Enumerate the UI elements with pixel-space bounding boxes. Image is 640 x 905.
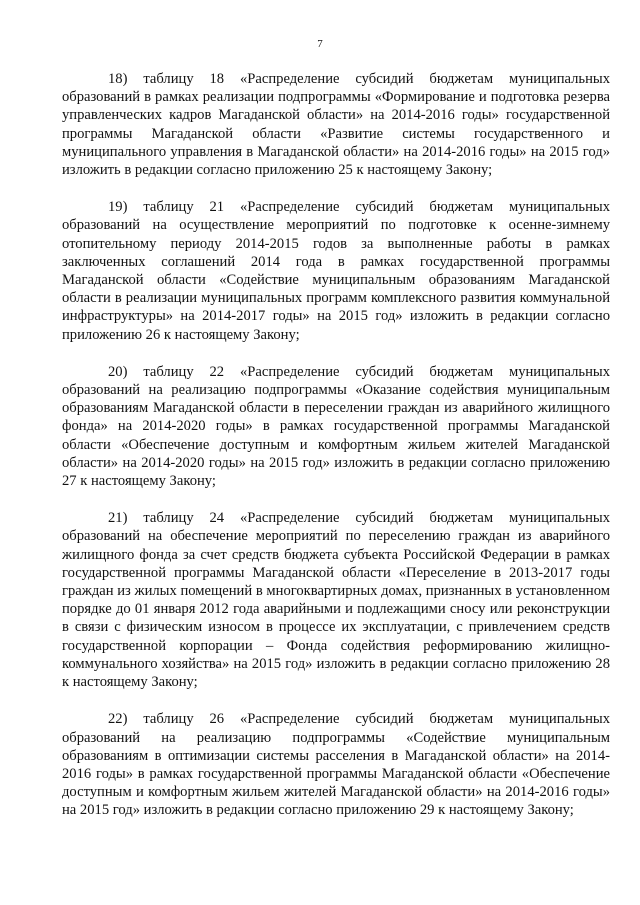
document-body bbox=[62, 70, 610, 839]
paragraph-item-22: 22) таблицу 26 «Распределение субсидий бюджетам муниципальных образований на реализацию подпрограммы «Содействие муниципальным образованиям в оптимизации системы расселения в Магаданской области» на 2014-2016 годы» в рамках государственной программы Магаданской области «Обеспечение доступным и комфортным жильем жителей Магаданской области» на 2014-2016 годы» на 2015 год» изложить в редакции согласно приложению 29 к настоящему Закону; bbox=[62, 711, 610, 819]
paragraph-item-20: 20) таблицу 22 «Распределение субсидий бюджетам муниципальных образований на реализацию подпрограммы «Оказание содействия муниципальным образованиям Магаданской области в переселении граждан из аварийного жилищного фонда» на 2014-2020 годы» в рамках государственной программы Магаданской области «Обеспечение доступным и комфортным жильем жителей Магаданской области» на 2014-2020 годы» на 2015 год» изложить в редакции согласно приложению 27 к настоящему Закону; bbox=[62, 363, 610, 490]
paragraph-item-19: 19) таблицу 21 «Распределение субсидий бюджетам муниципальных образований на осуществление мероприятий по подготовке к осенне-зимнему отопительному периоду 2014-2015 годов за выполненные работы в рамках заключенных соглашений 2014 года в рамках государственной программы Магаданской области «Содействие муниципальным образованиям Магаданской области в реализации муниципальных программ комплексного развития коммунальной инфраструктуры» на 2014-2017 годы» на 2015 год» изложить в редакции согласно приложению 26 к настоящему Закону; bbox=[62, 199, 610, 343]
paragraph-item-18: 18) таблицу 18 «Распределение субсидий бюджетам муниципальных образований в рамках реализации подпрограммы «Формирование и подготовка резерва управленческих кадров Магаданской области» на 2014-2016 годы» государственной программы Магаданской области «Развитие системы государственного и муниципального управления в Магаданской области» на 2014-2016 годы» на 2015 год» изложить в редакции согласно приложению 25 к настоящему Закону; bbox=[62, 71, 610, 179]
page-number: 7 bbox=[317, 38, 323, 50]
paragraph-item-21: 21) таблицу 24 «Распределение субсидий бюджетам муниципальных образований на обеспечение мероприятий по переселению граждан из аварийного жилищного фонда за счет средств бюджета субъекта Российской Федерации в рамках государственной программы Магаданской области «Переселение в 2013-2017 годы граждан из жилых помещений в многоквартирных домах, признанных в установленном порядке до 01 января 2012 года аварийными и подлежащими сносу или реконструкции в связи с физическим износом в процессе их эксплуатации, с привлечением средств государственной корпорации – Фонда содействия реформированию жилищно-коммунального хозяйства» на 2015 год» изложить в редакции согласно приложению 28 к настоящему Закону; bbox=[62, 510, 610, 691]
